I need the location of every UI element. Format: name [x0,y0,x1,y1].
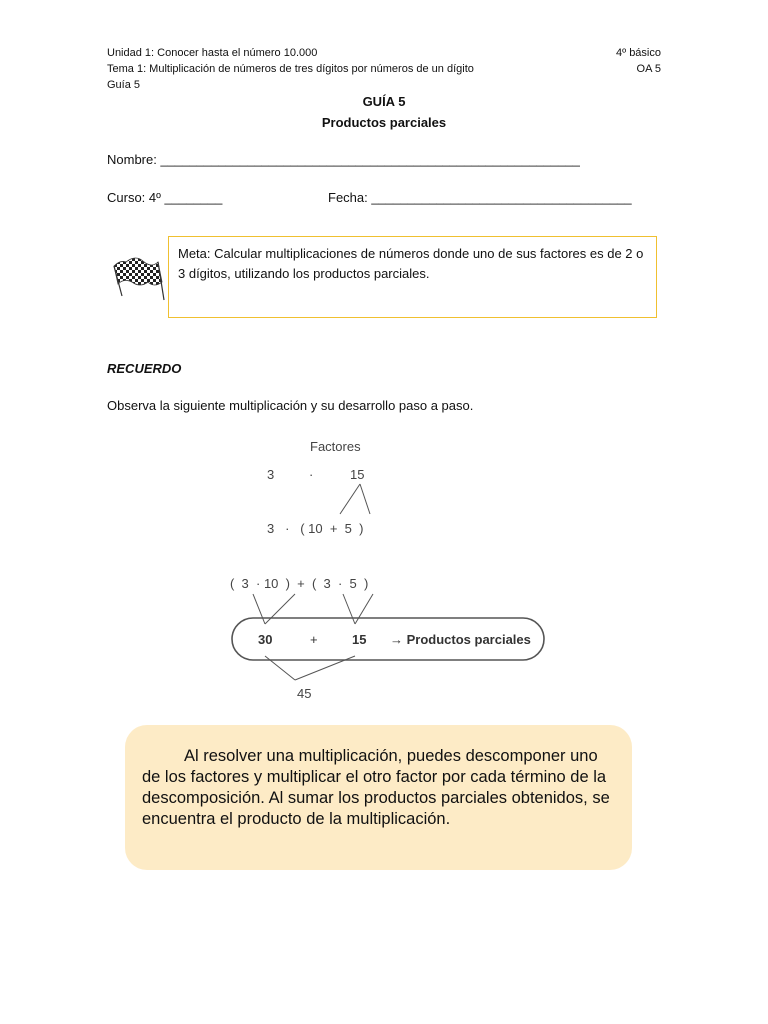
guide-text: Guía 5 [107,79,141,91]
partial-products-diagram [220,432,560,707]
name-field[interactable]: Nombre: __________________________________________________________ [107,152,580,167]
partial-product-1: 30 [258,632,273,647]
grade-text: 4º básico [616,47,661,59]
page-title: GUÍA 5 [362,94,406,109]
oa-text: OA 5 [636,63,661,75]
summary-note-text [142,746,612,830]
partial-product-2: 15 [352,632,367,647]
unit-text: Unidad 1: Conocer hasta el número 10.000 [107,47,318,59]
recall-instruction: Observa la siguiente multiplicación y su desarrollo paso a paso. [107,398,474,413]
sum-result: 45 [297,686,312,701]
summary-note-content: Al resolver una multiplicación, puedes descomponer uno de los factores y multiplicar el otro factor por cada término de la descomposición. Al sumar los productos parciales obtenidos, se encuentra el producto de la multiplicación. [142,747,610,828]
dot-operator: · [309,467,314,482]
date-field[interactable]: Fecha: ____________________________________ [328,190,632,205]
checkered-flag-icon [108,252,166,302]
partials-expression: ( 3 · 10 ) + ( 3 · 5 ) [230,576,369,591]
factor-b: 15 [350,467,365,482]
factor-a: 3 [267,467,275,482]
goal-text: Meta: Calcular multiplicaciones de números donde uno de sus factores es de 2 o 3 dígitos, utilizando los productos parciales. [178,246,644,281]
decomposition-expression: 3 · ( 10 + 5 ) [267,521,364,536]
course-field[interactable]: Curso: 4º ________ [107,190,223,205]
plus-operator: + [310,632,318,647]
topic-text: Tema 1: Multiplicación de números de tres dígitos por números de un dígito [107,63,474,75]
recall-heading: RECUERDO [107,361,182,376]
factors-label: Factores [310,439,361,454]
partial-products-label: → Productos parciales [390,632,531,647]
page-subtitle: Productos parciales [321,115,447,130]
